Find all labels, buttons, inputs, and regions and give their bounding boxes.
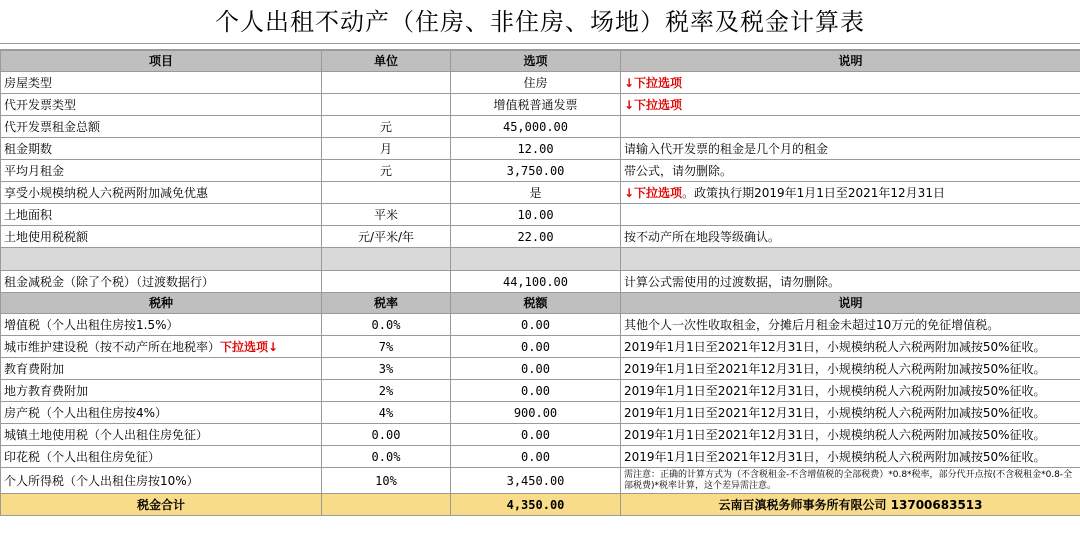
row-item: 房屋类型 [1,72,322,94]
tax-note: 2019年1月1日至2021年12月31日，小规模纳税人六税两附加减按50%征收。 [621,402,1080,424]
small-taxpayer-relief-select[interactable]: 是 [451,182,621,204]
rent-total-input[interactable]: 45,000.00 [451,116,621,138]
total-label: 税金合计 [1,494,322,516]
tax-amount: 3,450.00 [451,468,621,494]
land-tax-rate-input[interactable]: 22.00 [451,226,621,248]
row-note: 按不动产所在地段等级确认。 [621,226,1080,248]
tax-rate[interactable]: 10% [322,468,451,494]
header-note: 说明 [621,51,1080,72]
tax-note: 其他个人一次性收取租金，分摊后月租金未超过10万元的免征增值税。 [621,314,1080,336]
dropdown-hint: ↓下拉选项 [624,97,683,112]
row-note: ↓下拉选项。政策执行期2019年1月1日至2021年12月31日 [621,182,1080,204]
tax-row [1,424,1080,446]
row-note: 请输入代开发票的租金是几个月的租金 [621,138,1080,160]
tax-item: 房产税（个人出租住房按4%） [1,402,322,424]
dropdown-hint: ↓下拉选项 [624,185,683,200]
row-item: 土地使用税税额 [1,226,322,248]
row-unit: 元 [322,160,451,182]
row-note: 计算公式需使用的过渡数据，请勿删除。 [621,271,1080,293]
tax-row [1,446,1080,468]
tax-note: 2019年1月1日至2021年12月31日，小规模纳税人六税两附加减按50%征收。 [621,446,1080,468]
row-note [621,204,1080,226]
house-type-select[interactable]: 住房 [451,72,621,94]
tax-note: 2019年1月1日至2021年12月31日，小规模纳税人六税两附加减按50%征收。 [621,380,1080,402]
land-area-input[interactable]: 10.00 [451,204,621,226]
tax-note: 需注意：正确的计算方式为（不含税租金-不含增值税的全部税费）*0.8*税率，部分代开点按(不含税租金*0.8-全部税费)*税率计算，这个差异需注意。 [621,468,1080,494]
tax-table [0,50,1080,516]
tax-item: 个人所得税（个人出租住房按10%） [1,468,322,494]
row-item: 平均月租金 [1,160,322,182]
tax-rate[interactable]: 0.00 [322,424,451,446]
transition-row [1,271,1080,293]
header-item: 项目 [1,51,322,72]
monthly-rent-cell[interactable]: 3,750.00 [451,160,621,182]
tax-item: 增值税（个人出租住房按1.5%） [1,314,322,336]
row-unit: 元 [322,116,451,138]
tax-note: 2019年1月1日至2021年12月31日，小规模纳税人六税两附加减按50%征收。 [621,336,1080,358]
tax-rate[interactable]: 0.0% [322,314,451,336]
tax-row [1,468,1080,494]
tax-amount: 0.00 [451,314,621,336]
tax-item: 教育费附加 [1,358,322,380]
tax-note: 2019年1月1日至2021年12月31日，小规模纳税人六税两附加减按50%征收。 [621,424,1080,446]
table-row [1,182,1080,204]
invoice-type-select[interactable]: 增值税普通发票 [451,94,621,116]
row-note [621,94,1080,116]
row-item: 土地面积 [1,204,322,226]
table-row [1,94,1080,116]
row-unit [322,94,451,116]
dropdown-hint: ↓下拉选项 [624,75,683,90]
row-unit: 元/平米/年 [322,226,451,248]
row-note [621,116,1080,138]
tax-row [1,314,1080,336]
table-row [1,116,1080,138]
row-note [621,72,1080,94]
row-note: 带公式，请勿删除。 [621,160,1080,182]
tax-amount: 0.00 [451,424,621,446]
tax-item: 地方教育费附加 [1,380,322,402]
separator-row [1,248,1080,271]
tax-row [1,336,1080,358]
table-row [1,72,1080,94]
row-unit: 平米 [322,204,451,226]
row-item: 代开发票租金总额 [1,116,322,138]
tax-amount: 0.00 [451,380,621,402]
tax-rate[interactable]: 3% [322,358,451,380]
header-tax-rate: 税率 [322,293,451,314]
tax-rate[interactable]: 0.0% [322,446,451,468]
header-row-taxes [1,293,1080,314]
tax-item: 印花税（个人出租住房免征） [1,446,322,468]
tax-amount: 900.00 [451,402,621,424]
header-tax-note: 说明 [621,293,1080,314]
company-info: 云南百滇税务师事务所有限公司 13700683513 [621,494,1080,516]
page-title: 个人出租不动产（住房、非住房、场地）税率及税金计算表 [0,0,1080,44]
tax-item: 城市维护建设税（按不动产所在地税率）下拉选项↓ [1,336,322,358]
row-unit: 月 [322,138,451,160]
tax-row [1,380,1080,402]
row-unit [322,72,451,94]
tax-item: 城镇土地使用税（个人出租住房免征） [1,424,322,446]
transition-value[interactable]: 44,100.00 [451,271,621,293]
table-row [1,204,1080,226]
table-row [1,138,1080,160]
rent-periods-input[interactable]: 12.00 [451,138,621,160]
row-item: 租金减税金（除了个税）（过渡数据行） [1,271,322,293]
header-unit: 单位 [322,51,451,72]
total-amount: 4,350.00 [451,494,621,516]
row-unit [322,182,451,204]
tax-amount: 0.00 [451,358,621,380]
header-tax-type: 税种 [1,293,322,314]
total-row [1,494,1080,516]
city-tax-rate-select[interactable]: 7% [322,336,451,358]
header-option: 选项 [451,51,621,72]
tax-rate[interactable]: 4% [322,402,451,424]
tax-rate[interactable]: 2% [322,380,451,402]
header-row-items [1,51,1080,72]
table-row [1,226,1080,248]
tax-amount: 0.00 [451,336,621,358]
row-item: 代开发票类型 [1,94,322,116]
row-item: 租金期数 [1,138,322,160]
city-tax-dropdown-hint: 下拉选项↓ [220,339,279,354]
tax-note: 2019年1月1日至2021年12月31日，小规模纳税人六税两附加减按50%征收。 [621,358,1080,380]
tax-row [1,402,1080,424]
table-row [1,160,1080,182]
tax-row [1,358,1080,380]
header-tax-amount: 税额 [451,293,621,314]
row-item: 享受小规模纳税人六税两附加减免优惠 [1,182,322,204]
tax-amount: 0.00 [451,446,621,468]
